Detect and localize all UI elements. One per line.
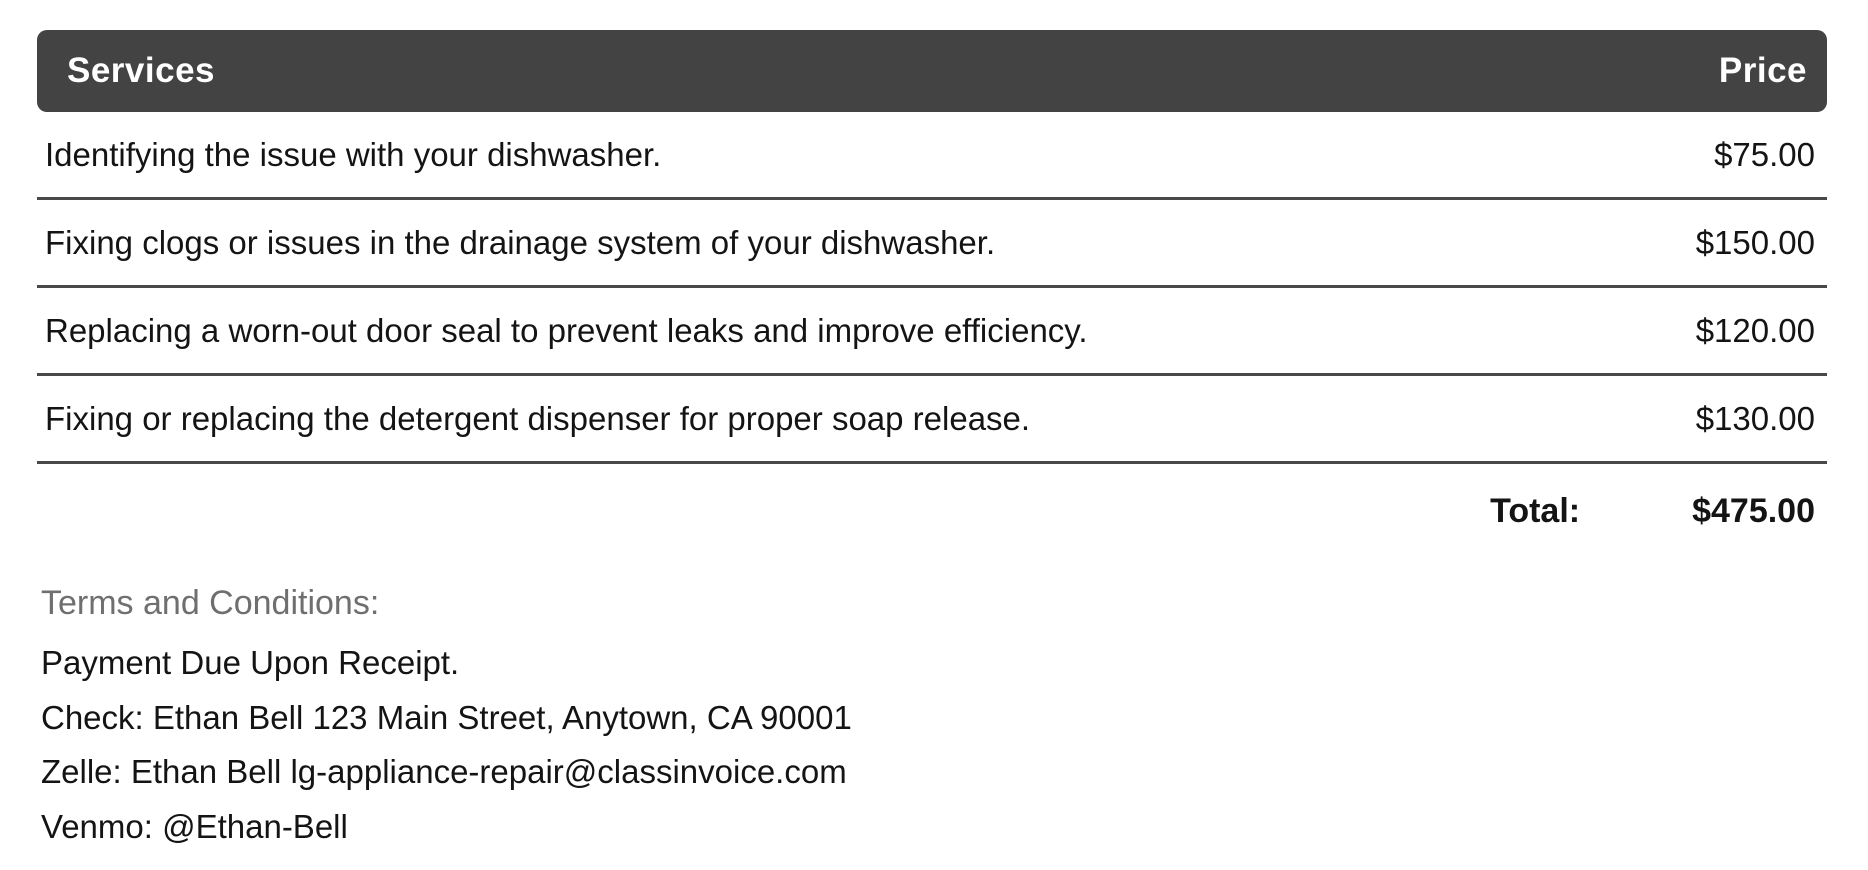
- table-row: [37, 288, 1827, 376]
- terms-line-payment: Payment Due Upon Receipt.: [41, 644, 460, 681]
- total-value: $475.00: [1692, 491, 1815, 530]
- service-price: $150.00: [1695, 223, 1815, 261]
- total-label: Total:: [1490, 491, 1581, 530]
- services-table-header: [37, 30, 1827, 112]
- table-row: [37, 112, 1827, 200]
- terms-line-check: Check: Ethan Bell 123 Main Street, Anytown, CA 90001: [41, 698, 852, 736]
- terms-line-venmo: Venmo: @Ethan-Bell: [41, 807, 348, 845]
- terms-heading: Terms and Conditions:: [41, 584, 380, 622]
- column-header-services: Services: [67, 51, 216, 90]
- services-table: [37, 30, 1827, 558]
- service-price: $130.00: [1695, 399, 1815, 437]
- column-header-price: Price: [1718, 51, 1807, 90]
- terms-line-zelle: Zelle: Ethan Bell lg-appliance-repair@classinvoice.com: [41, 753, 847, 790]
- service-description: Identifying the issue with your dishwasher.: [45, 135, 662, 173]
- table-row: [37, 200, 1827, 288]
- total-row: [37, 464, 1827, 558]
- terms-section: [41, 580, 1741, 854]
- service-price: $120.00: [1695, 311, 1815, 349]
- service-description: Replacing a worn-out door seal to prevent leaks and improve efficiency.: [45, 311, 1088, 349]
- service-description: Fixing or replacing the detergent dispenser for proper soap release.: [45, 399, 1031, 437]
- service-description: Fixing clogs or issues in the drainage system of your dishwasher.: [45, 223, 996, 261]
- service-price: $75.00: [1714, 135, 1815, 173]
- table-row: [37, 376, 1827, 464]
